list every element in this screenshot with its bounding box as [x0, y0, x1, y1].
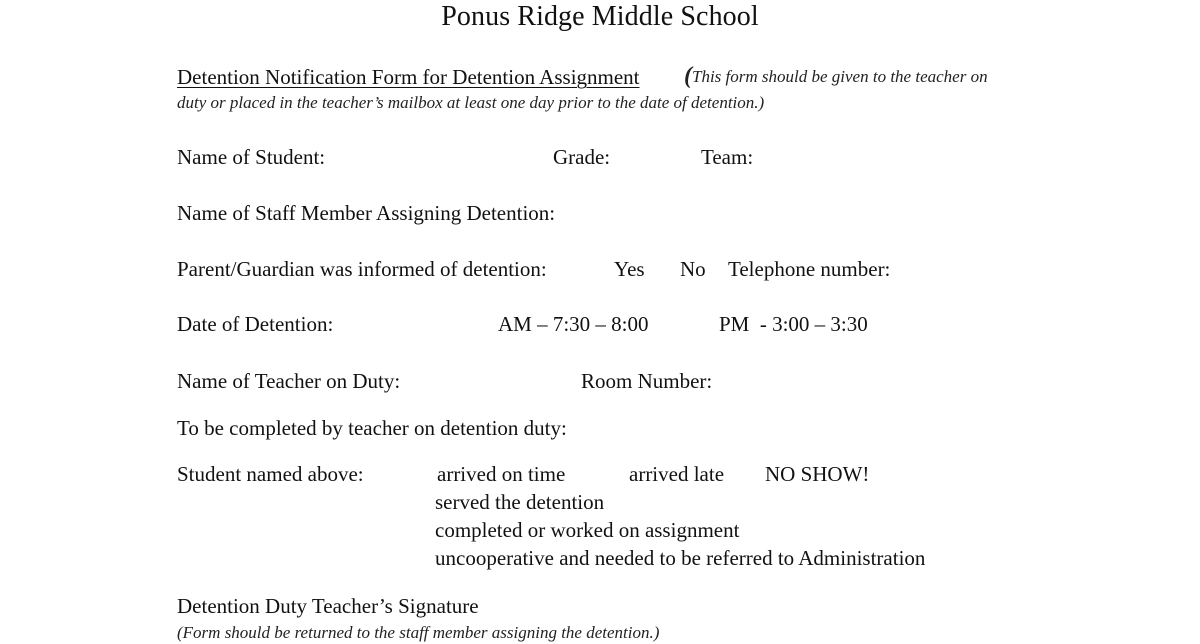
instructions-line-2: duty or placed in the teacher’s mailbox at least one day prior to the date of detention.): [177, 93, 765, 112]
room-number-label: Room Number:: [581, 369, 713, 393]
team-label: Team:: [701, 145, 754, 169]
signature-label: Detention Duty Teacher’s Signature: [177, 594, 479, 618]
instructions-text-1: This form should be given to the teacher on: [692, 67, 988, 86]
telephone-label: Telephone number:: [728, 257, 891, 281]
teacher-on-duty-label: Name of Teacher on Duty:: [177, 369, 401, 393]
completion-heading: To be completed by teacher on detention duty:: [177, 416, 567, 440]
staff-member-label: Name of Staff Member Assigning Detention:: [177, 201, 556, 225]
signature-note: (Form should be returned to the staff member assigning the detention.): [177, 623, 660, 642]
arrived-on-time-option: arrived on time: [437, 462, 566, 486]
served-detention-option: served the detention: [435, 490, 605, 514]
no-option: No: [680, 257, 706, 281]
parent-informed-label: Parent/Guardian was informed of detention:: [177, 257, 547, 281]
arrived-late-option: arrived late: [629, 462, 725, 486]
student-name-label: Name of Student:: [177, 145, 326, 169]
date-label: Date of Detention:: [177, 312, 334, 336]
yes-option: Yes: [614, 257, 645, 281]
student-named-above-label: Student named above:: [177, 462, 364, 486]
school-title: Ponus Ridge Middle School: [441, 1, 759, 32]
completed-assignment-option: completed or worked on assignment: [435, 518, 740, 542]
no-show-option: NO SHOW!: [765, 462, 870, 486]
am-option: AM – 7:30 – 8:00: [498, 312, 649, 336]
pm-option: PM - 3:00 – 3:30: [719, 312, 868, 336]
instructions-line-1: [684, 62, 988, 91]
uncooperative-option: uncooperative and needed to be referred to Administration: [435, 546, 926, 570]
grade-label: Grade:: [553, 145, 611, 169]
instructions-open-paren: (: [684, 63, 692, 89]
form-title: Detention Notification Form for Detention Assignment: [177, 65, 640, 89]
